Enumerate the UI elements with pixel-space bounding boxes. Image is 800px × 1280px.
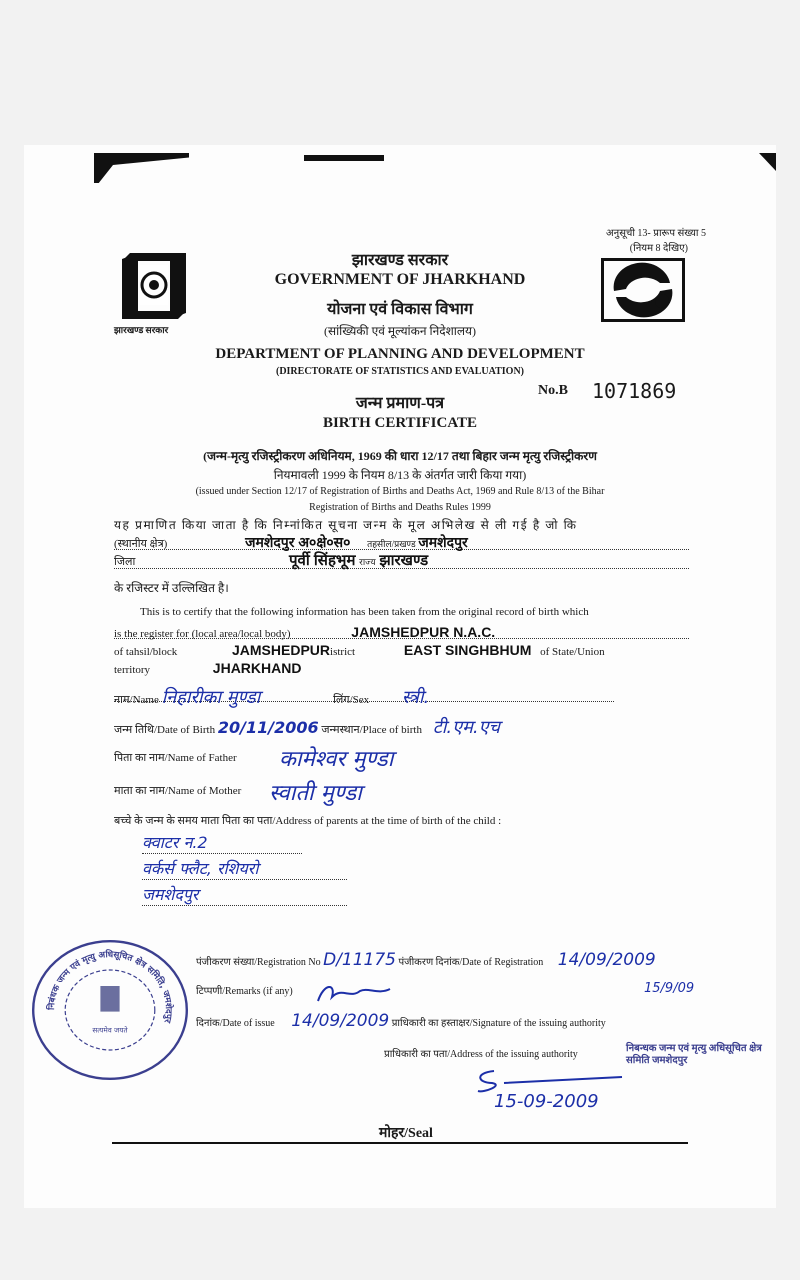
state-label: राज्य <box>359 557 376 567</box>
rule-reference: (नियम 8 देखिए) <box>629 243 688 254</box>
signature-label: प्राधिकारी का हस्ताक्षर/Signature of the issuing authority <box>391 1018 606 1029</box>
address-line-2: वर्कर्स फ्लैट, रशियरो <box>142 857 347 880</box>
logo-caption: झारखण्ड सरकार <box>114 325 169 335</box>
register-value: JAMSHEDPUR N.A.C. <box>351 624 496 640</box>
bottom-rule <box>112 1142 688 1144</box>
district-label: जिला <box>114 556 136 568</box>
tahsil-label: of tahsil/block <box>114 646 178 658</box>
pob-value: टी.एम.एच <box>432 717 500 738</box>
authority-stamp: निबन्धक जन्म एवं मृत्यु अधिसूचित क्षेत्र समिति जमशेदपुर <box>626 1043 762 1066</box>
registration-row <box>196 950 656 970</box>
torn-edge <box>94 153 189 183</box>
dob-label: जन्म तिथि/Date of Birth <box>114 724 216 736</box>
legal-hindi-line2: नियमावली 1999 के नियम 8/13 के अंतर्गत जारी किया गया) <box>273 468 527 482</box>
territory-value: JHARKHAND <box>212 660 302 676</box>
tehsil-value: जमशेदपुर <box>418 534 468 550</box>
father-label: पिता का नाम/Name of Father <box>114 752 237 764</box>
seal-label: मोहर/Seal <box>379 1126 433 1141</box>
schedule-text: अनुसूची 13- प्रारूप संख्या 5 <box>606 228 706 239</box>
government-hindi: झारखण्ड सरकार <box>351 252 449 269</box>
name-value: निहारीका मुण्डा <box>161 687 261 708</box>
local-area-label: (स्थानीय क्षेत्र) <box>114 538 168 550</box>
title-hindi: जन्म प्रमाण-पत्र <box>355 395 445 412</box>
directorate-english: (DIRECTORATE OF STATISTICS AND EVALUATION) <box>275 366 525 377</box>
issuer-initials-signature <box>314 981 394 1012</box>
birth-row <box>114 715 500 739</box>
district-value-en: EAST SINGHBHUM <box>403 642 532 658</box>
district-label-en: istrict <box>330 646 356 658</box>
mother-value: स्वाती मुण्डा <box>269 781 362 806</box>
birth-certificate-document <box>24 145 776 1208</box>
address-line-3: जमशेदपुर <box>142 883 347 906</box>
issue-row <box>196 1011 606 1031</box>
mother-label: माता का नाम/Name of Mother <box>114 785 242 797</box>
tahsil-district-row <box>114 642 689 658</box>
seal-center-text: सत्यमेव जयते <box>92 1025 128 1035</box>
department-english: DEPARTMENT OF PLANNING AND DEVELOPMENT <box>215 346 585 362</box>
name-row <box>114 685 614 708</box>
certificate-number-label: No.B <box>538 383 568 398</box>
reg-date-value: 14/09/2009 <box>557 950 656 970</box>
hindi-cert-closing: के रजिस्टर में उल्लिखित है। <box>114 581 229 595</box>
local-area-value: जमशेदपुर अ०क्षे०स० <box>245 534 351 550</box>
certificate-number: 1071869 <box>592 379 677 403</box>
directorate-hindi: (सांख्यिकी एवं मूल्यांकन निदेशालय) <box>323 324 477 338</box>
issue-date-label: दिनांक/Date of issue <box>196 1018 275 1029</box>
torn-edge <box>759 153 776 171</box>
register-label: is the register for (local area/local body) <box>114 628 291 640</box>
remarks-label: टिप्पणी/Remarks (if any) <box>196 986 293 997</box>
legal-english-line2: Registration of Births and Deaths Rules 1999 <box>309 502 491 513</box>
local-area-row <box>114 533 689 550</box>
torn-edge <box>304 155 384 161</box>
seal-ring-text: निबंधक जन्म एवं मृत्यु अधिसूचित क्षेत्र समिति, जमशेदपुर <box>46 950 174 1024</box>
signature-date: 15-09-2009 <box>494 1091 599 1112</box>
reg-no-value: D/11175 <box>323 950 396 970</box>
register-row <box>114 624 689 639</box>
district-value: पूर्वी सिंहभूम <box>289 552 356 569</box>
government-english: GOVERNMENT OF JHARKHAND <box>274 271 526 288</box>
department-hindi: योजना एवं विकास विभाग <box>327 301 473 318</box>
english-cert-intro: This is to certify that the following information has been taken from the original record of birth which <box>140 606 589 618</box>
legal-english-line1: (issued under Section 12/17 of Registration of Births and Deaths Act, 1969 and Rule 8/13 of the Bihar <box>195 486 605 497</box>
sex-value: स्त्री. <box>401 687 430 708</box>
father-value: कामेश्वर मुण्डा <box>279 747 394 772</box>
pob-label: जन्मस्थान/Place of birth <box>321 724 422 736</box>
issue-date-value: 14/09/2009 <box>291 1011 390 1031</box>
reg-no-label: पंजीकरण संख्या/Registration No <box>196 957 321 968</box>
tehsil-label: तहसील/प्रखण्ड <box>367 539 416 549</box>
address-label: बच्चे के जन्म के समय माता पिता का पता/Address of parents at the time of birth of the child : <box>114 815 502 827</box>
name-label: नाम/Name <box>114 694 159 706</box>
authority-address-label: प्राधिकारी का पता/Address of the issuing authority <box>384 1049 578 1060</box>
district-state-values <box>289 552 428 571</box>
territory-row <box>114 660 301 676</box>
official-seal <box>30 935 190 1085</box>
state-union-label: of State/Union <box>540 646 605 658</box>
initial-date: 15/9/09 <box>644 981 695 996</box>
sex-label: लिंग/Sex <box>333 694 370 706</box>
state-value: झारखण्ड <box>379 552 429 569</box>
hindi-cert-intro: यह प्रमाणित किया जाता है कि निम्नांकित सूचना जन्म के मूल अभिलेख से ली गई है जो कि <box>114 518 578 532</box>
tahsil-value: JAMSHEDPUR <box>232 642 331 658</box>
reg-date-label: पंजीकरण दिनांक/Date of Registration <box>398 957 544 968</box>
legal-hindi-line1: (जन्म-मृत्यु रजिस्ट्रीकरण अधिनियम, 1969 की धारा 12/17 तथा बिहार जन्म मृत्यु रजिस्ट्रीकरण <box>203 449 597 463</box>
territory-label: territory <box>114 664 151 676</box>
dob-value: 20/11/2006 <box>217 718 319 737</box>
title-english: BIRTH CERTIFICATE <box>322 415 478 431</box>
address-line-1: क्वाटर न.2 <box>142 831 302 854</box>
